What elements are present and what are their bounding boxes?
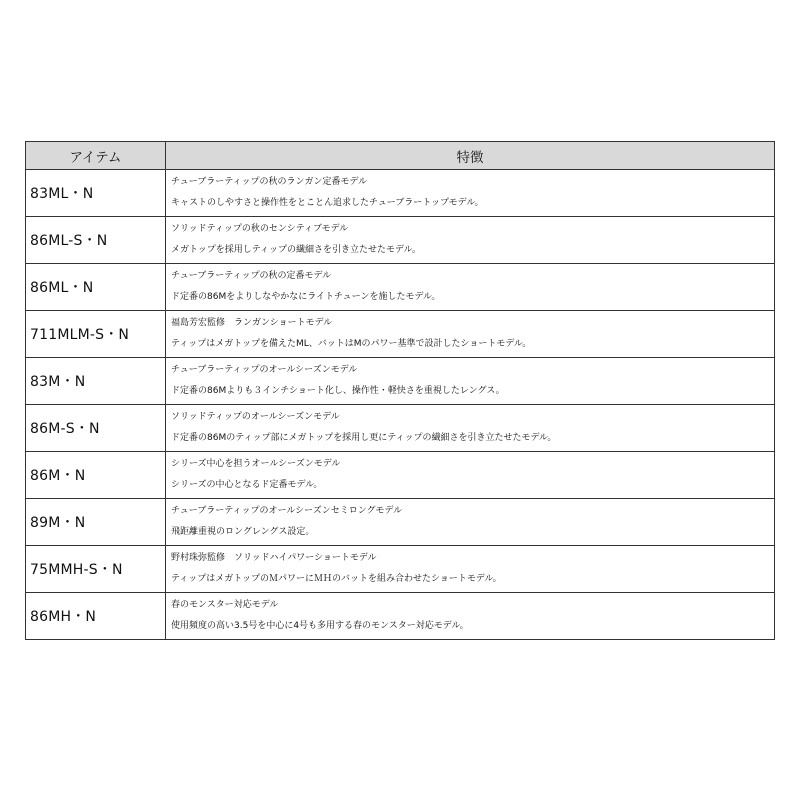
item-name: 89M・N — [26, 499, 166, 546]
feature-cell — [166, 546, 775, 593]
table-row — [26, 593, 775, 640]
table-row — [26, 217, 775, 264]
feature-line-1: チューブラーティップのオールシーズンモデル — [171, 365, 358, 375]
feature-line-1: チューブラーティップのオールシーズンセミロングモデル — [171, 506, 403, 516]
feature-line-1: 福島芳宏監修 ランガンショートモデル — [171, 318, 333, 328]
feature-line-1: ソリッドティップのオールシーズンモデル — [171, 412, 340, 422]
feature-line-1: チューブラーティップの秋の定番モデル — [171, 271, 332, 281]
header-row — [26, 142, 775, 170]
feature-line-2: 飛距離重視のロングレングス設定。 — [171, 527, 315, 537]
feature-line-1: シリーズ中心を担うオールシーズンモデル — [171, 459, 341, 469]
spec-table — [25, 141, 775, 640]
item-name: 86ML・N — [26, 264, 166, 311]
header-item: アイテム — [26, 142, 166, 170]
feature-line-2: ド定番の86Mをよりしなやかなにライトチューンを施したモデル。 — [171, 292, 441, 302]
feature-cell — [166, 170, 775, 217]
feature-line-2: シリーズの中心となるド定番モデル。 — [171, 480, 323, 490]
feature-line-2: メガトップを採用しティップの繊細さを引き立たせたモデル。 — [171, 245, 421, 255]
item-name: 83ML・N — [26, 170, 166, 217]
table-row — [26, 405, 775, 452]
table-row — [26, 452, 775, 499]
feature-cell — [166, 264, 775, 311]
table-row — [26, 311, 775, 358]
table-row — [26, 499, 775, 546]
feature-cell — [166, 499, 775, 546]
item-name: 75MMH-S・N — [26, 546, 166, 593]
item-name: 86MH・N — [26, 593, 166, 640]
feature-line-1: チューブラーティップの秋のランガン定番モデル — [171, 177, 368, 187]
feature-line-2: 使用頻度の高い3.5号を中心に4号も多用する春のモンスター対応モデル。 — [171, 621, 469, 631]
feature-cell — [166, 217, 775, 264]
feature-line-2: ティップはメガトップのＭパワーにＭＨのバットを組み合わせたショートモデル。 — [171, 574, 502, 584]
feature-line-2: ド定番の86Mのティップ部にメガトップを採用し更にティップの繊細さを引き立たせたモデル。 — [171, 433, 557, 443]
feature-line-2: ティップはメガトップを備えたML、バットはMのパワー基準で設計したショートモデル。 — [171, 339, 532, 349]
table-row — [26, 170, 775, 217]
feature-cell — [166, 358, 775, 405]
item-name: 86M・N — [26, 452, 166, 499]
item-name: 86M-S・N — [26, 405, 166, 452]
feature-line-2: ド定番の86Mよりも３インチショート化し、操作性・軽快さを重視したレングス。 — [171, 386, 505, 396]
item-name: 711MLM-S・N — [26, 311, 166, 358]
feature-cell — [166, 593, 775, 640]
table-row — [26, 546, 775, 593]
feature-cell — [166, 405, 775, 452]
item-name: 83M・N — [26, 358, 166, 405]
feature-line-1: 野村珠弥監修 ソリッドハイパワーショートモデル — [171, 553, 377, 563]
feature-cell — [166, 452, 775, 499]
table-row — [26, 264, 775, 311]
feature-line-2: キャストのしやすさと操作性をとことん追求したチューブラートップモデル。 — [171, 198, 484, 208]
feature-line-1: 春のモンスター対応モデル — [171, 600, 279, 610]
item-name: 86ML-S・N — [26, 217, 166, 264]
feature-line-1: ソリッドティップの秋のセンシティブモデル — [171, 224, 349, 234]
table-row — [26, 358, 775, 405]
feature-cell — [166, 311, 775, 358]
header-feature: 特徴 — [166, 142, 775, 170]
